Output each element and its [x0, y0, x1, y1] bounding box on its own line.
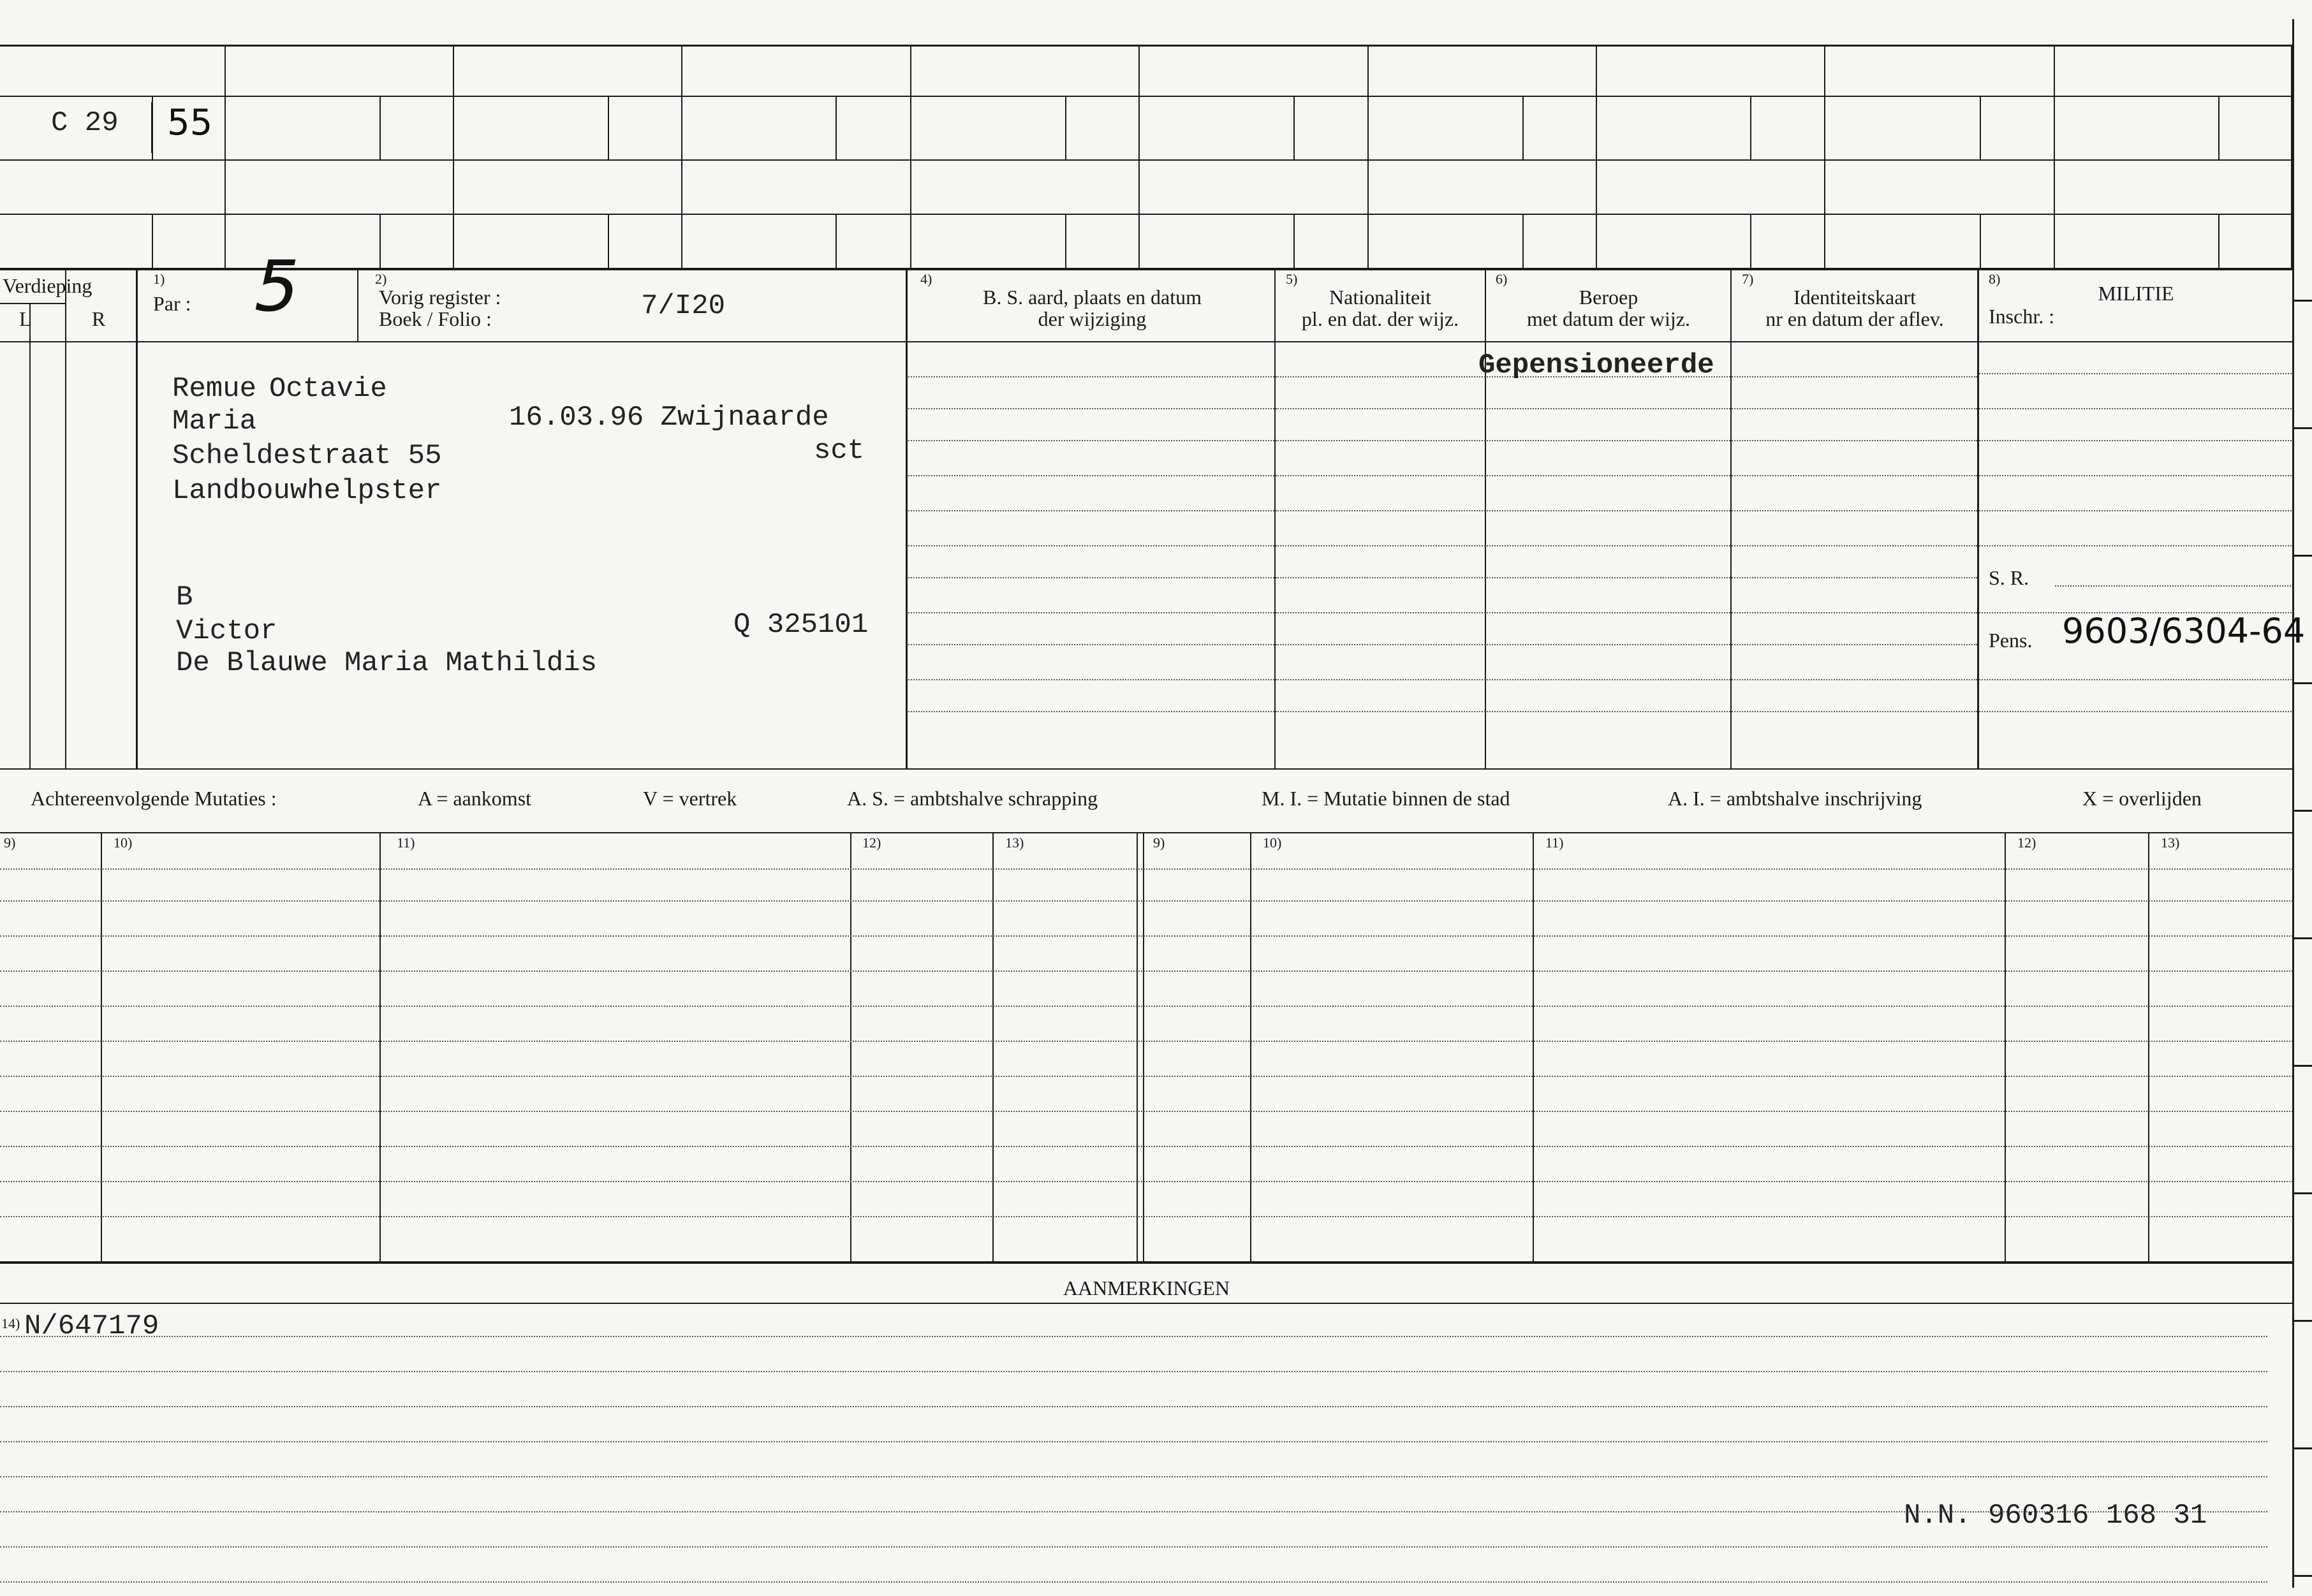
pens-value: 9603/6304-64	[2062, 611, 2306, 651]
militie-num: 8)	[1989, 271, 2001, 287]
surname: Remue	[172, 373, 257, 405]
status-code: sct	[814, 435, 865, 467]
bs-num: 4)	[920, 271, 932, 287]
mutation-header-13: 13)	[1005, 835, 1024, 851]
spouse-code: B	[176, 582, 193, 613]
register-number: 55	[167, 102, 213, 143]
mutation-header-10: 10)	[114, 835, 133, 851]
mutation-header-13b: 13)	[2161, 835, 2180, 851]
nationaliteit-num: 5)	[1286, 271, 1298, 287]
par-num: 1)	[153, 271, 165, 287]
given-name-1: Octavie	[269, 373, 387, 405]
sr-label: S. R.	[1989, 566, 2029, 589]
vorig-register-label: Vorig register :	[379, 286, 501, 309]
mutation-header-9: 9)	[4, 835, 16, 851]
verdieping-label: Verdieping	[3, 274, 92, 297]
vorig-num: 2)	[375, 271, 387, 287]
occupation: Landbouwhelpster	[172, 475, 442, 507]
legend-aankomst: A = aankomst	[418, 787, 532, 810]
identiteit-num: 7)	[1742, 271, 1754, 287]
nationaliteit-label-1: Nationaliteit	[1329, 286, 1431, 309]
beroep-num: 6)	[1496, 271, 1508, 287]
beroep-label-1: Beroep	[1579, 286, 1638, 309]
legend-title: Achtereenvolgende Mutaties :	[31, 787, 277, 810]
legend-vertrek: V = vertrek	[643, 787, 737, 810]
legend-overlijden: X = overlijden	[2082, 787, 2202, 810]
boek-folio-value: 7/I20	[641, 290, 726, 322]
nationaliteit-label-2: pl. en dat. der wijz.	[1301, 307, 1459, 330]
spouse-id: Q 325101	[733, 609, 869, 641]
mutation-header-10b: 10)	[1263, 835, 1282, 851]
birth-date-place: 16.03.96 Zwijnaarde	[509, 402, 829, 434]
mutation-header-12b: 12)	[2017, 835, 2036, 851]
given-name-2: Maria	[172, 406, 257, 437]
militie-label: MILITIE	[2098, 282, 2174, 305]
bs-label-2: der wijziging	[1038, 307, 1147, 330]
mutation-header-11: 11)	[397, 835, 415, 851]
register-code: C 29	[51, 107, 119, 139]
remarks-num: 14)	[1, 1315, 20, 1331]
beroep-label-2: met datum der wijz.	[1527, 307, 1690, 330]
national-number: N.N. 960316 168 31	[1904, 1500, 2207, 1532]
legend-mutatie-stad: M. I. = Mutatie binnen de stad	[1262, 787, 1510, 810]
street-address: Scheldestraat 55	[172, 440, 442, 472]
spouse-name: Victor	[176, 615, 277, 647]
identiteit-label-2: nr en datum der aflev.	[1765, 307, 1944, 330]
parents-names: De Blauwe Maria Mathildis	[176, 647, 598, 679]
boek-folio-label: Boek / Folio :	[379, 307, 492, 330]
remarks-title: AANMERKINGEN	[1063, 1277, 1230, 1299]
legend-ambtshalve-inschrijving: A. I. = ambtshalve inschrijving	[1668, 787, 1922, 810]
par-label: Par :	[153, 292, 191, 315]
mutation-header-11b: 11)	[1545, 835, 1564, 851]
verdieping-l: L	[19, 307, 32, 330]
mutation-header-12: 12)	[862, 835, 881, 851]
legend-ambtshalve-schrapping: A. S. = ambtshalve schrapping	[847, 787, 1098, 810]
beroep-value: Gepensioneerde	[1478, 349, 1714, 381]
pens-label: Pens.	[1989, 629, 2033, 652]
identiteit-label-1: Identiteitskaart	[1793, 286, 1916, 309]
inschr-label: Inschr. :	[1989, 305, 2055, 328]
mutation-header-9b: 9)	[1153, 835, 1165, 851]
par-value: 5	[246, 245, 309, 327]
remarks-value: N/647179	[24, 1310, 159, 1342]
verdieping-r: R	[92, 307, 106, 330]
bs-label-1: B. S. aard, plaats en datum	[982, 286, 1202, 309]
